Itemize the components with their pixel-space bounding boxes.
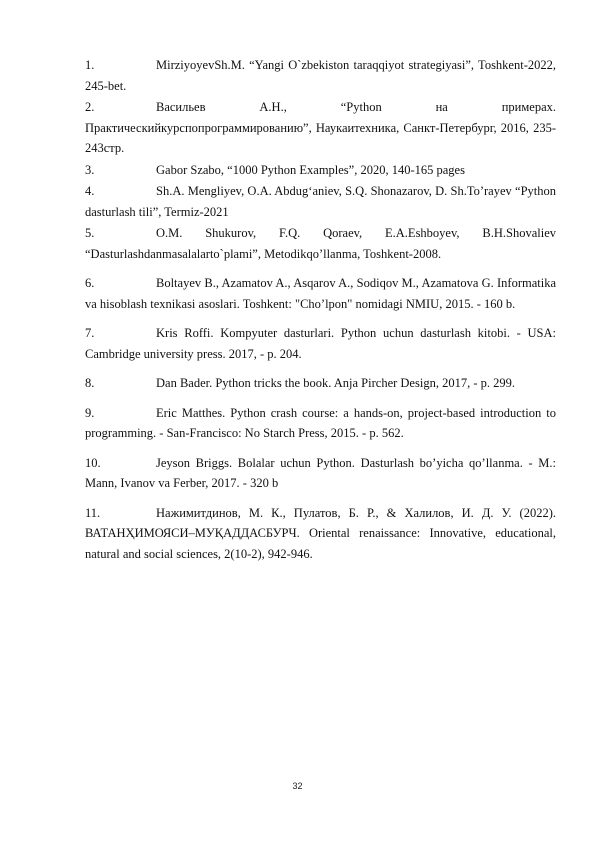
reference-number: 8. [85, 376, 95, 390]
reference-item [85, 97, 556, 159]
reference-item [85, 273, 556, 314]
reference-text: Нажимитдинов, М. К., Пулатов, Б. Р., & Халилов, И. Д. У. (2022). ВАТАНҲИМОЯСИ–МУҚАДДАСБУРЧ. Oriental renaissance: Innovative, educational, natural and social sciences, 2(10-2), 942-946. [85, 505, 556, 561]
reference-item [85, 55, 556, 96]
reference-number: 11. [85, 505, 101, 520]
reference-item [85, 373, 556, 394]
page-number: 32 [292, 781, 303, 791]
reference-text: Jeyson Briggs. Bolalar uchun Python. Dasturlash bo’yicha qo’llanma. - M.: Mann, Ivanov va Ferber, 2017. - 320 b [85, 455, 556, 490]
reference-text: Kris Roffi. Kompyuter dasturlari. Python uchun dasturlash kitobi. - USA: Cambridge university press. 2017, - p. 204. [85, 326, 556, 361]
reference-text: MirziyoyevSh.M. “Yangi O`zbekiston taraqqiyot strategiyasi”, Toshkent-2022, 245-bet. [85, 58, 556, 93]
reference-number: 10. [85, 455, 101, 470]
reference-number: 3. [85, 162, 95, 177]
reference-item [85, 160, 556, 181]
reference-text: Boltayev B., Azamatov A., Asqarov A., Sodiqov M., Azamatova G. Informatika va hisoblash texnikasi asoslari. Toshkent: "Cho’lpon" nomidagi NMIU, 2015. - 160 b. [85, 276, 556, 311]
reference-number: 5. [85, 226, 95, 240]
reference-number: 9. [85, 405, 95, 420]
reference-item [85, 181, 556, 222]
reference-item [85, 323, 556, 364]
reference-number: 6. [85, 276, 95, 290]
reference-text: Gabor Szabo, “1000 Python Examples”, 2020, 140-165 pages [156, 162, 465, 177]
reference-number: 7. [85, 326, 95, 340]
reference-text: Dan Bader. Python tricks the book. Anja Pircher Design, 2017, - p. 299. [156, 376, 515, 390]
reference-text: O.M. Shukurov, F.Q. Qoraev, E.A.Eshboyev, B.H.Shovaliev “Dasturlashdanmasalalarto`plami”, Metodikqo’llanma, Toshkent-2008. [85, 226, 556, 261]
reference-number: 2. [85, 100, 95, 114]
reference-item [85, 453, 556, 494]
reference-item [85, 403, 556, 444]
reference-list [85, 55, 556, 565]
reference-text: Васильев А.Н., “Python на примерах. Практическийкурспопрограммированию”, Наукаитехника, Санкт-Петербург, 2016, 235-243стр. [85, 100, 556, 155]
reference-text: Sh.A. Mengliyev, O.A. Abdug‘aniev, S.Q. Shonazarov, D. Sh.To’rayev “Python dasturlash tili”, Termiz-2021 [85, 184, 556, 219]
reference-item [85, 503, 556, 565]
reference-text: Eric Matthes. Python crash course: a hands-on, project-based introduction to programming. - San-Francisco: No Starch Press, 2015. - p. 562. [85, 405, 556, 440]
reference-item [85, 223, 556, 264]
reference-number: 4. [85, 184, 95, 198]
reference-number: 1. [85, 58, 95, 72]
